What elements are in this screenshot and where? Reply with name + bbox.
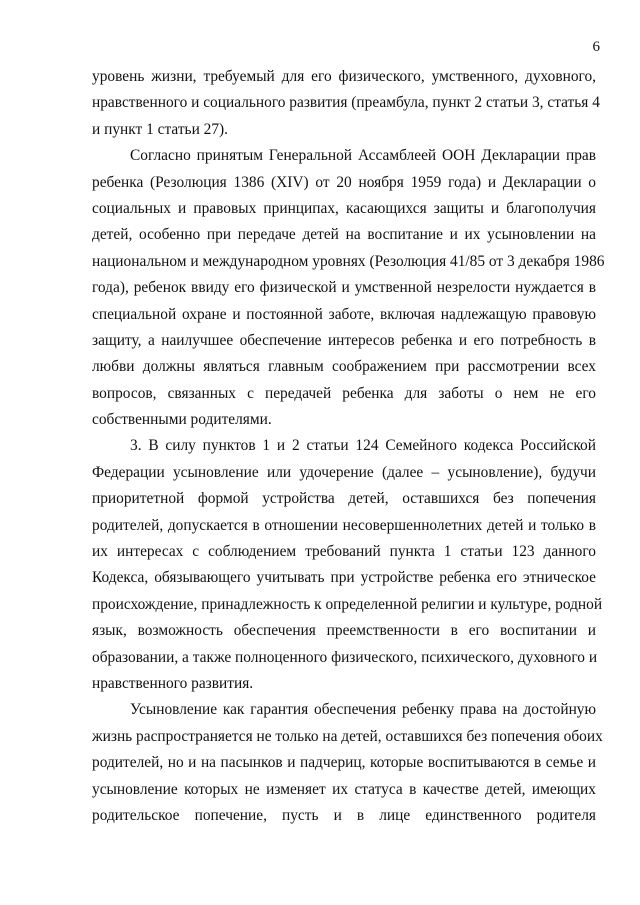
text-line: вопросов, связанных с передачей ребенка для заботы о нем не его <box>92 384 596 402</box>
text-line: язык, возможность обеспечения преемственности в его воспитании и <box>92 622 596 640</box>
text-line: образовании, а также полноценного физического, психического, духовного и <box>92 648 598 666</box>
document-body <box>92 64 605 829</box>
paragraph <box>92 697 603 829</box>
text-line: усыновление которых не изменяет их статуса в качестве детей, имеющих <box>92 780 596 798</box>
text-line: специальной охране и постоянной заботе, включая надлежащую правовую <box>92 305 596 323</box>
text-line: Усыновление как гарантия обеспечения ребенку права на достойную <box>130 701 596 719</box>
text-line: нравственного и социального развития (преамбула, пункт 2 статьи 3, статья 4 <box>92 94 600 112</box>
text-line: года), ребенок ввиду его физической и умственной незрелости нуждается в <box>92 279 596 297</box>
paragraph <box>92 64 600 143</box>
text-line: любви должны являться главным соображением при рассмотрении всех <box>92 358 596 376</box>
text-line: и пункт 1 статьи 27). <box>92 120 229 138</box>
text-line: защиту, а наилучшее обеспечение интересов ребенка и его потребность в <box>92 331 596 349</box>
text-line: жизнь распространяется не только на детей, оставшихся без попечения обоих <box>92 727 603 745</box>
text-line: 3. В силу пунктов 1 и 2 статьи 124 Семейного кодекса Российской <box>130 437 596 455</box>
text-line: приоритетной формой устройства детей, оставшихся без попечения <box>92 490 596 508</box>
paragraph <box>92 143 605 433</box>
text-line: социальных и правовых принципах, касающихся защиты и благополучия <box>92 199 596 217</box>
text-line: ребенка (Резолюция 1386 (XIV) от 20 ноября 1959 года) и Декларации о <box>92 173 596 191</box>
text-line: уровень жизни, требуемый для его физического, умственного, духовного, <box>92 68 596 85</box>
text-line: национальном и международном уровнях (Резолюция 41/85 от 3 декабря 1986 <box>92 252 605 270</box>
text-line: происхождение, принадлежность к определенной религии и культуре, родной <box>92 595 603 613</box>
text-line: Федерации усыновление или удочерение (далее – усыновление), будучи <box>92 463 596 481</box>
text-line: собственными родителями. <box>92 411 272 429</box>
text-line: родителей, но и на пасынков и падчериц, которые воспитываются в семье и <box>92 754 596 772</box>
text-line: Согласно принятым Генеральной Ассамблеей ООН Декларации прав <box>130 147 596 165</box>
text-line: их интересах с соблюдением требований пункта 1 статьи 123 данного <box>92 543 596 561</box>
page-number: 6 <box>592 39 600 55</box>
paragraph <box>92 433 603 697</box>
text-line: родительское попечение, пусть и в лице единственного родителя <box>92 806 596 824</box>
text-line: детей, особенно при передаче детей на воспитание и их усыновлении на <box>92 226 596 244</box>
text-line: родителей, допускается в отношении несовершеннолетних детей и только в <box>92 516 596 534</box>
text-line: Кодекса, обязывающего учитывать при устройстве ребенка его этническое <box>92 569 596 587</box>
text-line: нравственного развития. <box>92 674 254 692</box>
